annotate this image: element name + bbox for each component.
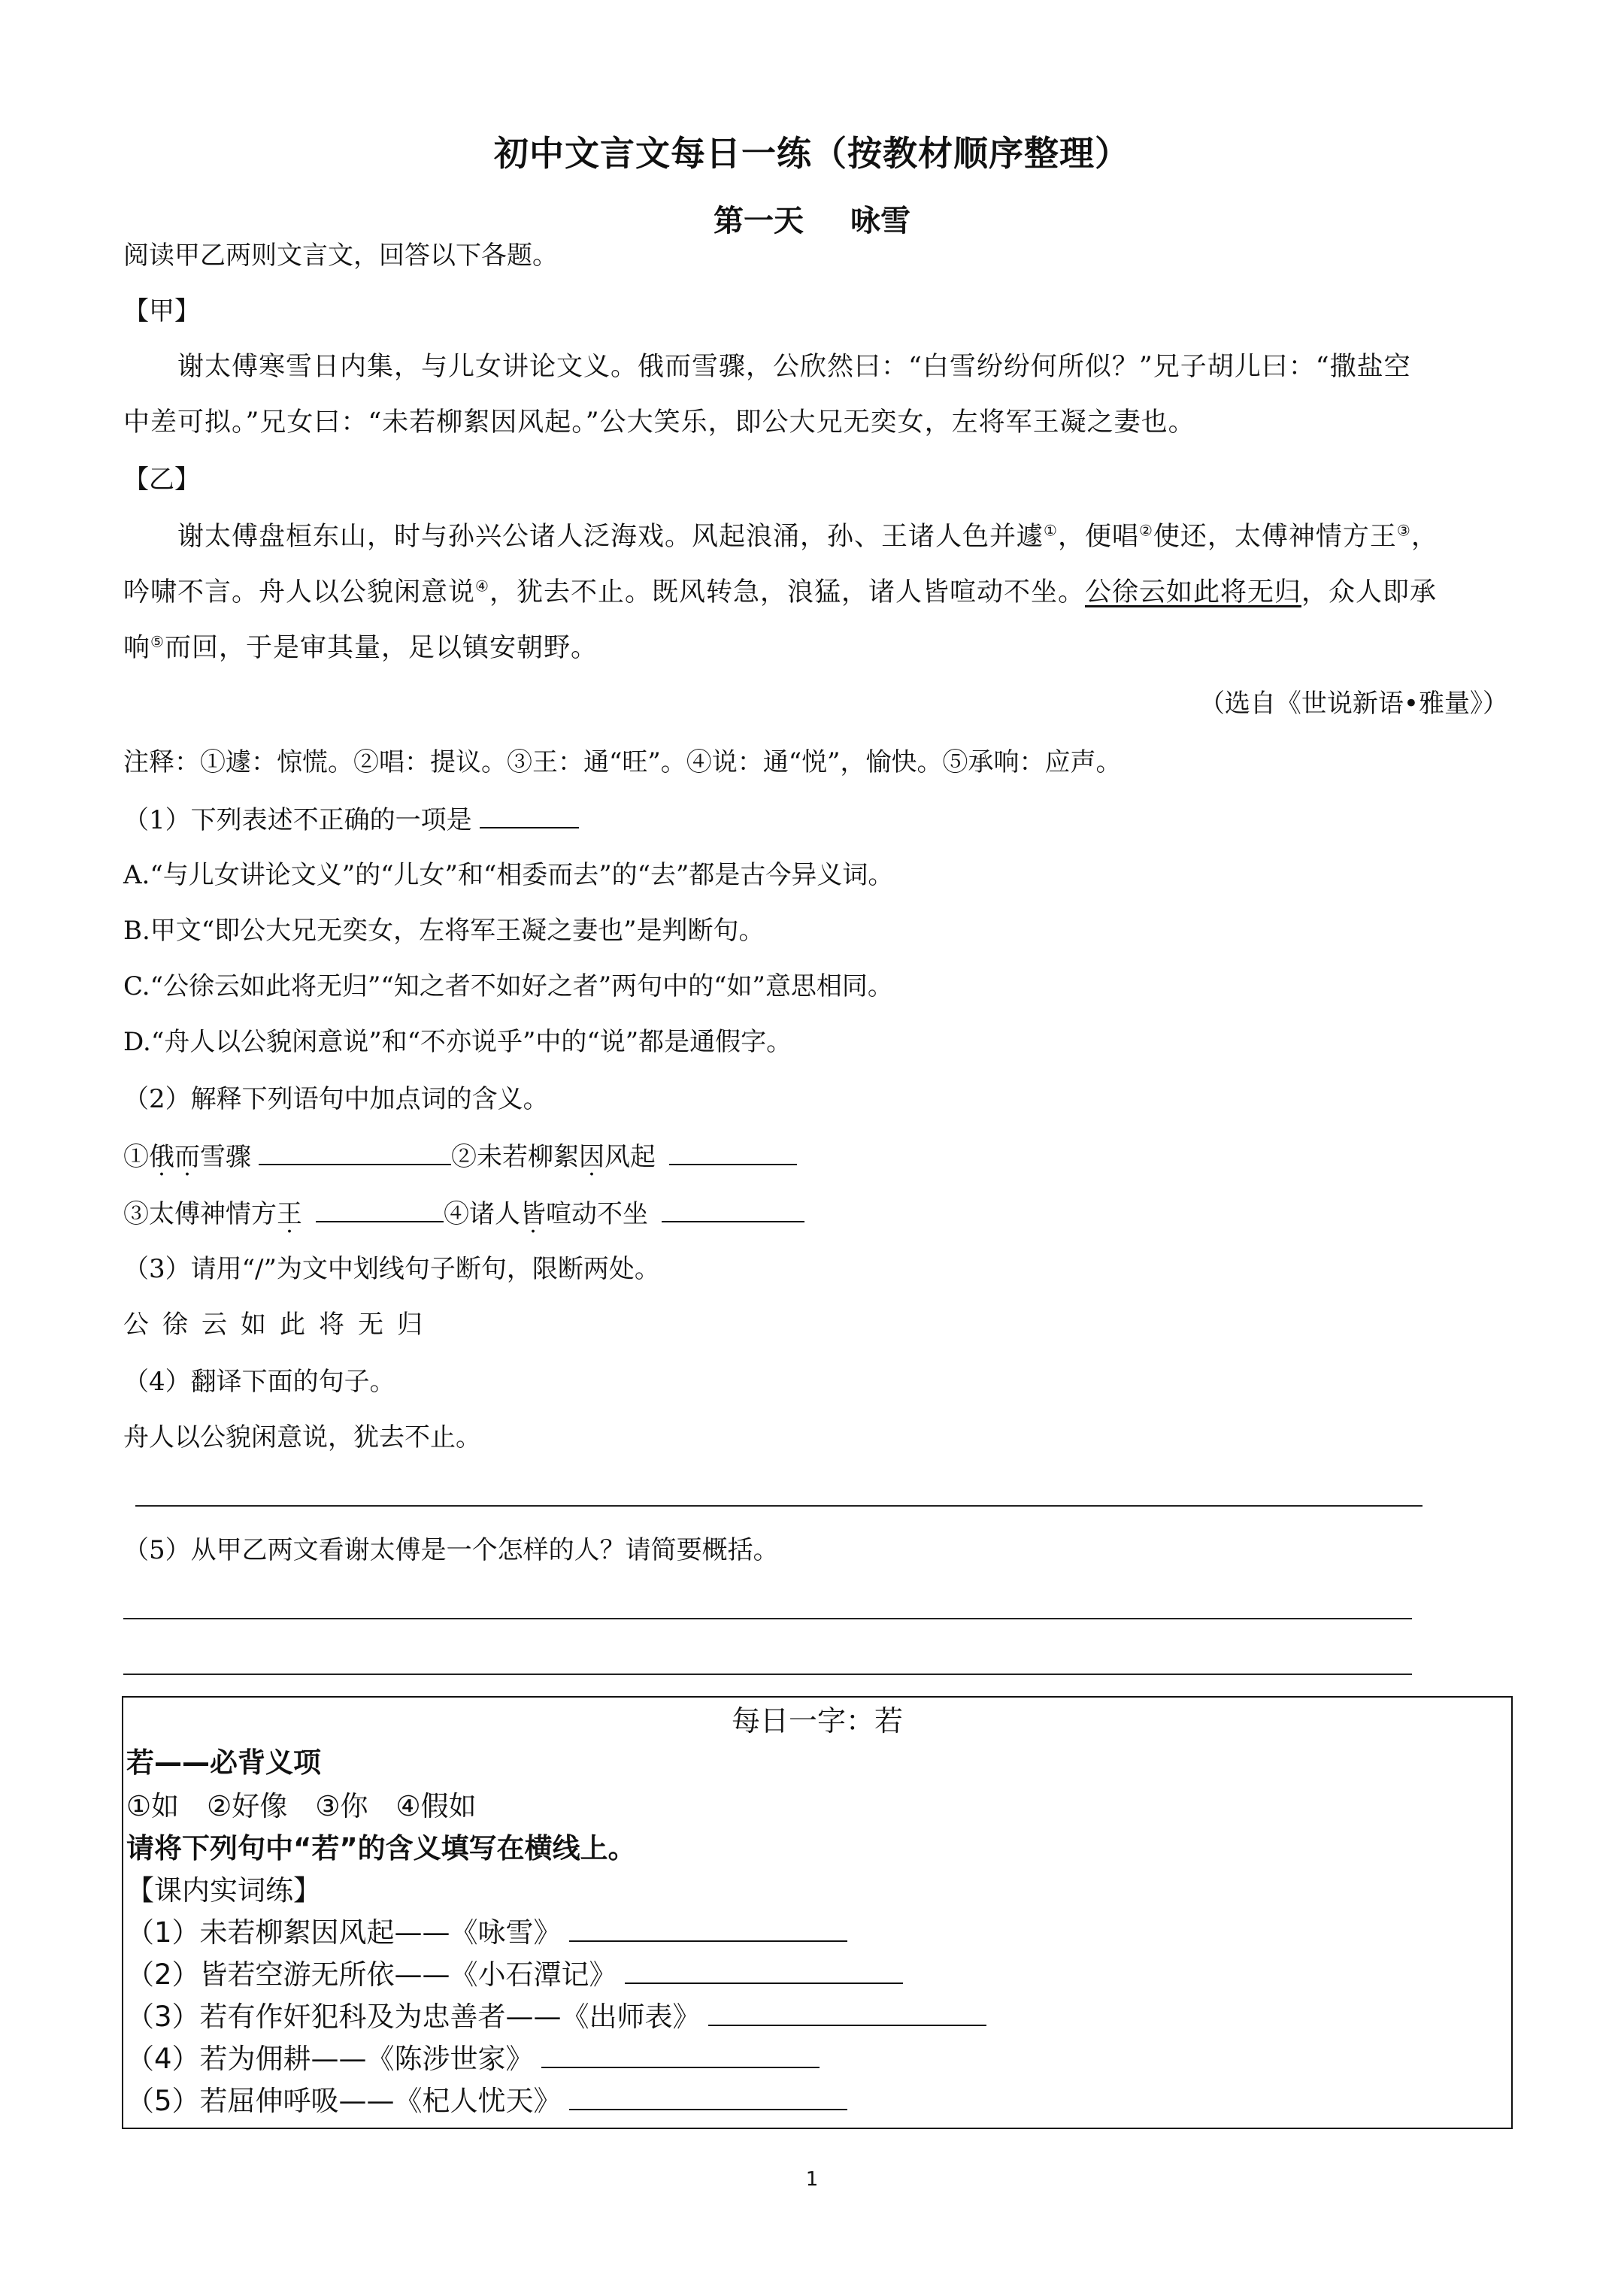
annotation-notes: 注释：①遽：惊慌。②唱：提议。③王：通“旺”。④说：通“悦”，愉快。⑤承响：应声。 [123,747,1122,777]
option-d: D.“舟人以公貌闲意说”和“不亦说乎”中的“说”都是通假字。 [123,1027,792,1057]
reading-instruction: 阅读甲乙两则文言文，回答以下各题。 [123,241,558,271]
answer-blank[interactable] [625,1957,903,1984]
question-2-row: ③太傅神情方王 ④诸人皆喧动不坐 [123,1197,804,1231]
answer-blank[interactable] [316,1197,444,1222]
option-a: A.“与儿女讲论文义”的“儿女”和“相委而去”的“去”都是古今异义词。 [123,860,894,890]
dotted-word: 皆 [520,1199,546,1229]
passage-jia-line: 谢太傅寒雪日内集，与儿女讲论文义。俄而雪骤，公欣然曰：“白雪纷纷何所似？”兄子胡儿曰：“撒盐空 [177,352,1411,382]
answer-blank[interactable] [662,1197,804,1222]
page-number: 1 [805,2168,819,2191]
option-b: B.甲文“即公大兄无奕女，左将军王凝之妻也”是判断句。 [123,916,765,946]
exercise-item: （5）若屈伸呼吸——《杞人忧天》 [126,2082,847,2120]
page-title: 初中文言文每日一练（按教材顺序整理） [494,133,1130,174]
answer-blank[interactable] [708,1999,986,2026]
source-citation: （选自《世说新语•雅量》） [1198,689,1508,719]
answer-blank[interactable] [480,803,579,828]
daily-word-heading: 若——必背义项 [126,1746,321,1779]
passage-yi-line: 谢太傅盘桓东山，时与孙兴公诸人泛海戏。风起浪涌，孙、王诸人色并遽①，便唱②使还，太傅神情方王③， [177,521,1438,552]
passage-yi-line: 吟啸不言。舟人以公貌闲意说④，犹去不止。既风转急，浪猛，诸人皆喧动不坐。公徐云如此将无归，众人即承 [123,577,1437,607]
footnote-mark: ① [1044,521,1058,540]
answer-blank[interactable] [541,2041,820,2068]
footnote-mark: ④ [475,577,489,595]
question-4-sentence: 舟人以公貌闲意说，犹去不止。 [123,1422,481,1452]
day-heading [0,197,1624,240]
option-c: C.“公徐云如此将无归”“知之者不如好之者”两句中的“如”意思相同。 [123,971,893,1001]
exercise-item: （3）若有作奸犯科及为忠善者——《出师表》 [126,1998,986,2036]
question-2: （2）解释下列语句中加点词的含义。 [123,1084,549,1114]
question-5: （5）从甲乙两文看谢太傅是一个怎样的人？请简要概括。 [123,1535,779,1565]
question-2-row: ①俄而雪骤 ②未若柳絮因风起 [123,1140,797,1174]
answer-line[interactable] [123,1674,1412,1675]
dotted-word: 王 [277,1199,302,1229]
day-topic: 咏雪 [850,204,910,238]
dotted-word: 因 [579,1142,604,1172]
footnote-mark: ③ [1396,521,1411,540]
question-3: （3）请用“/”为文中划线句子断句，限断两处。 [123,1254,660,1284]
passage-jia-label: 【甲】 [123,296,200,326]
daily-word-prompt: 请将下列句中“若”的含义填写在横线上。 [126,1832,636,1864]
daily-word-meanings: ①如 ②好像 ③你 ④假如 [126,1790,477,1822]
footnote-mark: ② [1138,521,1153,540]
footnote-mark: ⑤ [150,632,165,651]
daily-word-section: 【课内实词练】 [126,1874,321,1907]
answer-blank[interactable] [569,1915,847,1942]
question-4: （4）翻译下面的句子。 [123,1367,395,1397]
answer-blank[interactable] [669,1140,797,1165]
question-3-sentence: 公徐云如此将无归 [123,1310,436,1340]
daily-word-box [122,1696,1513,2129]
answer-line[interactable] [123,1618,1412,1619]
dotted-word: 俄 [149,1142,174,1172]
answer-line[interactable] [135,1505,1423,1507]
daily-word-title: 每日一字：若 [731,1704,903,1737]
passage-jia-line: 中差可拟。”兄女曰：“未若柳絮因风起。”公大笑乐，即公大兄无奕女，左将军王凝之妻也。 [123,407,1195,438]
answer-blank[interactable] [569,2083,847,2110]
passage-yi-label: 【乙】 [123,465,200,495]
exercise-item: （1）未若柳絮因风起——《咏雪》 [126,1914,847,1952]
dotted-word: 而 [174,1142,200,1172]
exercise-item: （2）皆若空游无所依——《小石潭记》 [126,1956,903,1994]
answer-blank[interactable] [259,1140,451,1165]
question-1: （1）下列表述不正确的一项是 [123,803,579,837]
underlined-sentence: 公徐云如此将无归 [1084,577,1301,607]
passage-yi-line: 响⑤而回，于是审其量，足以镇安朝野。 [123,632,598,663]
exercise-item: （4）若为佣耕——《陈涉世家》 [126,2040,820,2078]
day-label: 第一天 [714,204,804,238]
